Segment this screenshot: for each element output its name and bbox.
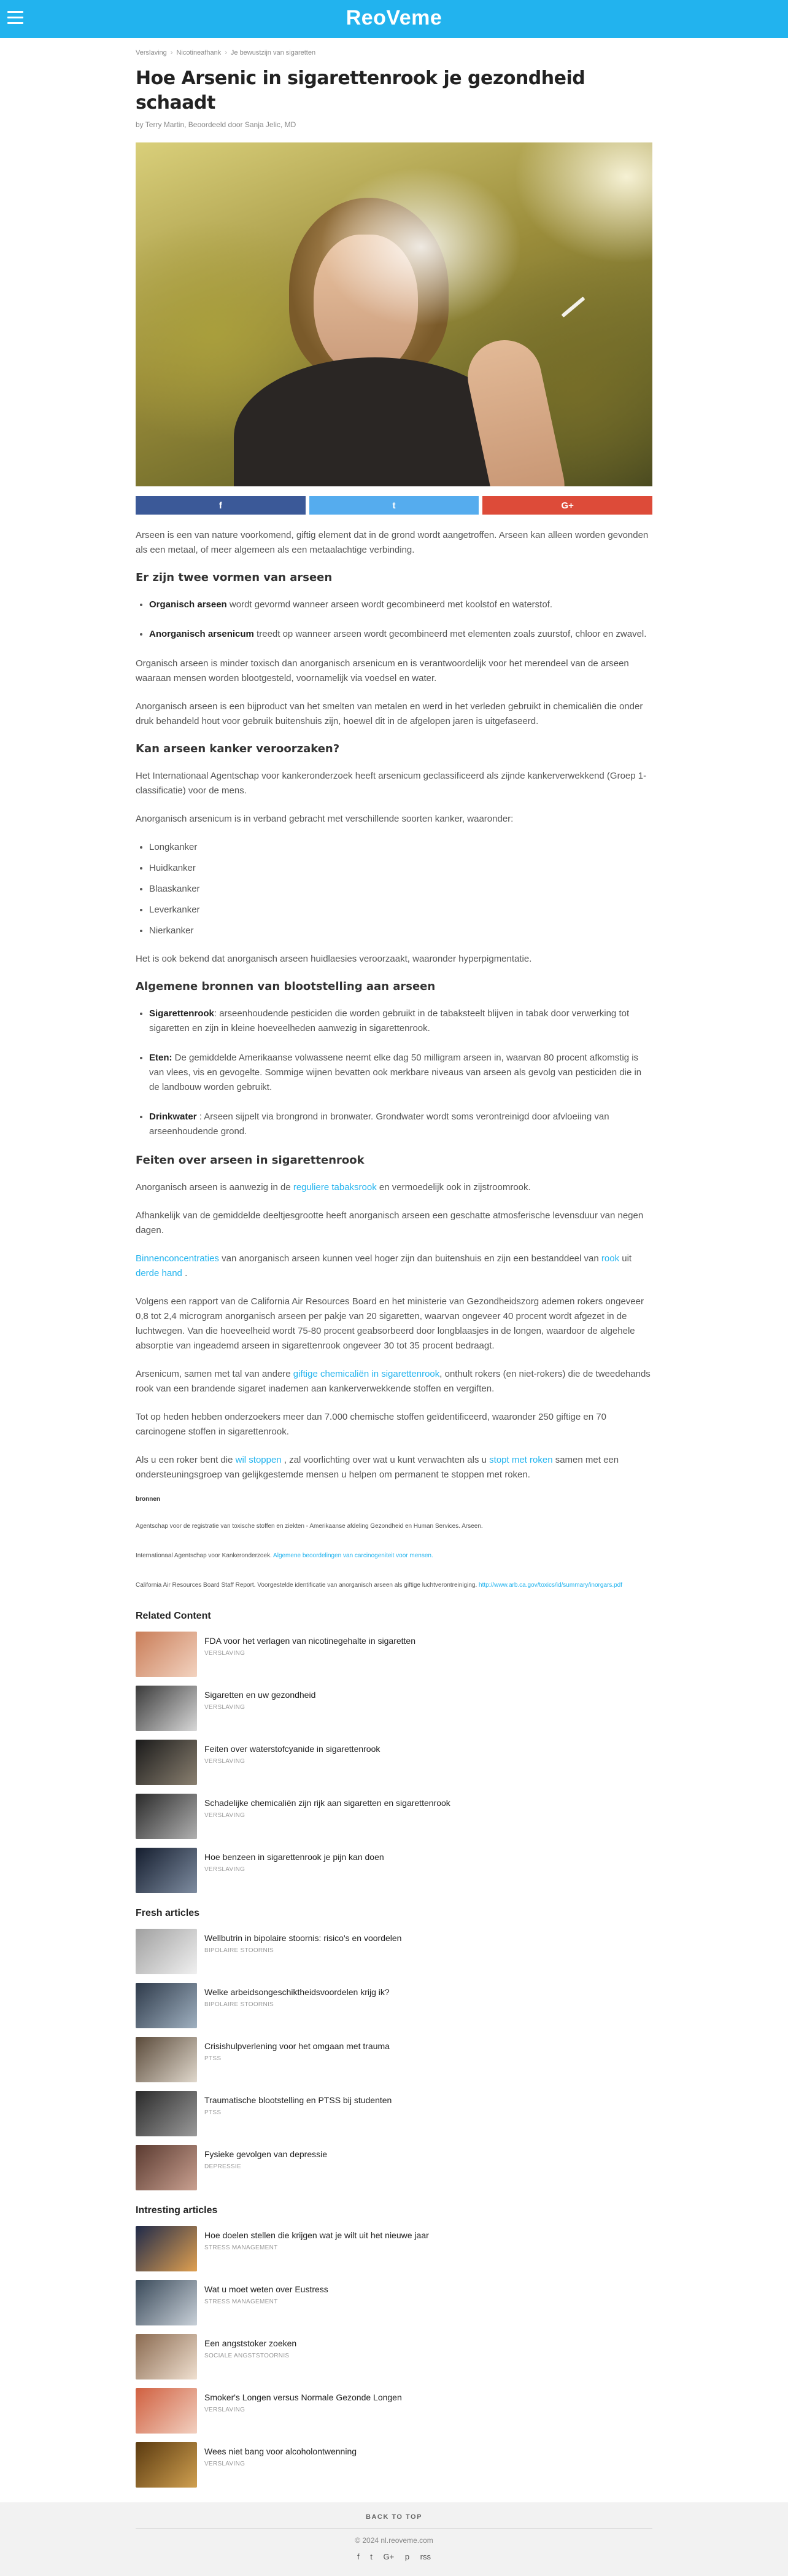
- google-plus-icon[interactable]: G+: [383, 2552, 395, 2561]
- twitter-icon[interactable]: t: [370, 2552, 373, 2561]
- hero-cigarette-shape: [561, 297, 585, 317]
- article-card[interactable]: [136, 2226, 652, 2271]
- article-card-category: VERSLAVING: [204, 2461, 245, 2467]
- article-card-title[interactable]: FDA voor het verlagen van nicotinegehalte in sigaretten: [204, 1636, 415, 1646]
- article-card-text: [204, 1848, 384, 1893]
- article-card-title[interactable]: Feiten over waterstofcyanide in sigarettenrook: [204, 1744, 380, 1754]
- related-content-title: Related Content: [136, 1611, 211, 1621]
- article-card[interactable]: [136, 2280, 652, 2325]
- article-card-category: BIPOLAIRE STOORNIS: [204, 1947, 274, 1954]
- article-card-title[interactable]: Hoe benzeen in sigarettenrook je pijn kan doen: [204, 1852, 384, 1862]
- article-card[interactable]: [136, 2091, 652, 2136]
- article-card-category: VERSLAVING: [204, 2407, 245, 2413]
- fresh-articles-title: Fresh articles: [136, 1908, 200, 1918]
- back-to-top-link[interactable]: BACK TO TOP: [366, 2513, 422, 2521]
- inline-link[interactable]: Binnenconcentraties: [136, 1253, 219, 1264]
- article-thumbnail[interactable]: [136, 2280, 197, 2325]
- paragraph: Het Internationaal Agentschap voor kankeronderzoek heeft arsenicum geclassificeerd als zijnde kankerverwekkend (Groep 1-classificatie) voor de mens.: [136, 771, 647, 796]
- article-thumbnail[interactable]: [136, 2334, 197, 2379]
- article-thumbnail[interactable]: [136, 1740, 197, 1785]
- sources-title: bronnen: [136, 1496, 160, 1503]
- article-card-text: [204, 2280, 328, 2325]
- text: Als u een roker bent die: [136, 1455, 236, 1465]
- inline-link[interactable]: reguliere tabaksrook: [293, 1182, 377, 1193]
- article-card-text: [204, 2388, 402, 2434]
- facebook-icon: f: [218, 500, 222, 511]
- article-card-title[interactable]: Crisishulpverlening voor het omgaan met trauma: [204, 2041, 390, 2051]
- article-thumbnail[interactable]: [136, 1686, 197, 1731]
- source-text: California Air Resources Board Staff Report. Voorgestelde identificatie van anorganisch arseen als giftige luchtverontreiniging.: [136, 1582, 479, 1589]
- article-card-category: DEPRESSIE: [204, 2163, 241, 2170]
- list-item: • Leverkanker: [149, 903, 652, 917]
- list-item: [149, 1110, 652, 1139]
- article-card-text: [204, 2145, 327, 2190]
- source-link[interactable]: Algemene beoordelingen van carcinogeniteit voor mensen.: [273, 1552, 433, 1559]
- article-card-category: STRESS MANAGEMENT: [204, 2244, 278, 2251]
- breadcrumb-item[interactable]: Nicotineafhank: [176, 49, 222, 56]
- article-card-category: VERSLAVING: [204, 1866, 245, 1873]
- article-thumbnail[interactable]: [136, 1794, 197, 1839]
- section-heading: Kan arseen kanker veroorzaken?: [136, 742, 340, 755]
- article-card-category: VERSLAVING: [204, 1758, 245, 1765]
- article-thumbnail[interactable]: [136, 1983, 197, 2028]
- article-thumbnail[interactable]: [136, 1929, 197, 1974]
- footer-social-links: [0, 2552, 788, 2561]
- article-card[interactable]: [136, 1848, 652, 1893]
- article-card-title[interactable]: Fysieke gevolgen van depressie: [204, 2149, 328, 2159]
- breadcrumb-separator: ›: [225, 49, 227, 56]
- article-card[interactable]: [136, 1929, 652, 1974]
- paragraph: Anorganisch arsenicum is in verband gebracht met verschillende soorten kanker, waaronder:: [136, 814, 514, 824]
- article-card[interactable]: [136, 1983, 652, 2028]
- article-card-title[interactable]: Schadelijke chemicaliën zijn rijk aan sigaretten en sigarettenrook: [204, 1798, 450, 1808]
- text: Anorganisch arseen is aanwezig in de: [136, 1182, 293, 1193]
- article-thumbnail[interactable]: [136, 2091, 197, 2136]
- article-thumbnail[interactable]: [136, 1632, 197, 1677]
- article-card-category: SOCIALE ANGSTSTOORNIS: [204, 2352, 290, 2359]
- breadcrumb: [136, 49, 652, 59]
- section-heading: Algemene bronnen van blootstelling aan arseen: [136, 980, 436, 993]
- article-container: [136, 38, 652, 2488]
- list-item: • Huidkanker: [149, 861, 652, 876]
- article-thumbnail[interactable]: [136, 2037, 197, 2082]
- article-card[interactable]: [136, 2145, 652, 2190]
- inline-link[interactable]: rook: [601, 1253, 620, 1264]
- list-item: • Blaaskanker: [149, 882, 652, 897]
- article-card-text: [204, 2037, 390, 2082]
- article-card-category: VERSLAVING: [204, 1704, 245, 1711]
- list-item-text: treedt op wanneer arseen wordt gecombineerd met elementen zoals zuurstof, chloor en zwavel.: [253, 629, 647, 639]
- article-byline: by Terry Martin, Beoordeeld door Sanja Jelic, MD: [136, 120, 296, 129]
- section-heading: Er zijn twee vormen van arseen: [136, 571, 333, 584]
- article-thumbnail[interactable]: [136, 2442, 197, 2488]
- text: uit: [619, 1253, 632, 1264]
- cancer-list: [149, 840, 652, 938]
- inline-link[interactable]: derde hand: [136, 1268, 182, 1278]
- list-item-text: : arseenhoudende pesticiden die worden gebruikt in de tabaksteelt blijven in tabak door verwerking tot sigaretten en zijn in kleine hoeveelheden aanwezig in sigarettenrook.: [149, 1008, 630, 1033]
- paragraph: Tot op heden hebben onderzoekers meer dan 7.000 chemische stoffen geïdentificeerd, waaronder 250 giftige en 70 carcinogene stoffen in sigarettenrook.: [136, 1412, 606, 1437]
- bold-label: Organisch arseen: [149, 599, 227, 610]
- inline-link[interactable]: wil stoppen: [235, 1455, 282, 1465]
- text: Arsenicum, samen met tal van andere: [136, 1369, 293, 1379]
- article-card-text: [204, 1929, 401, 1974]
- list-item-text: : Arseen sijpelt via brongrond in bronwater. Grondwater wordt soms verontreinigd door afvloeiing van arseenhoudende grond.: [149, 1111, 609, 1137]
- list-item: [149, 1051, 652, 1095]
- rss-icon[interactable]: rss: [420, 2552, 431, 2561]
- text: , zal voorlichting over wat u kunt verwachten als u: [281, 1455, 490, 1465]
- paragraph: Anorganisch arseen is een bijproduct van het smelten van metalen en werd in het verleden gebruikt in chemicaliën die onder druk behandeld hout voor gebruik buitenshuis zijn, hoewel dit in de afgelopen jaren is uitgefaseerd.: [136, 701, 643, 726]
- article-card-title[interactable]: Sigaretten en uw gezondheid: [204, 1690, 316, 1700]
- footer-divider: [136, 2528, 652, 2529]
- list-item: • Nierkanker: [149, 924, 652, 938]
- related-content-list: [136, 1632, 652, 1893]
- paragraph: Het is ook bekend dat anorganisch arseen huidlaesies veroorzaakt, waaronder hyperpigmentatie.: [136, 954, 532, 964]
- article-card-title[interactable]: Welke arbeidsongeschiktheidsvoordelen krijg ik?: [204, 1987, 390, 1997]
- article-thumbnail[interactable]: [136, 1848, 197, 1893]
- article-thumbnail[interactable]: [136, 2388, 197, 2434]
- intresting-articles-title: Intresting articles: [136, 2205, 218, 2216]
- article-card[interactable]: [136, 1740, 652, 1785]
- bold-label: Eten:: [149, 1053, 172, 1063]
- google-plus-share-button[interactable]: [482, 496, 652, 515]
- breadcrumb-item[interactable]: Verslaving: [136, 49, 167, 56]
- article-card-category: STRESS MANAGEMENT: [204, 2298, 278, 2305]
- article-thumbnail[interactable]: [136, 2226, 197, 2271]
- article-card-category: BIPOLAIRE STOORNIS: [204, 2001, 274, 2008]
- article-card-category: PTSS: [204, 2109, 222, 2116]
- paragraph: Afhankelijk van de gemiddelde deeltjesgrootte heeft anorganisch arseen een geschatte atmosferische levensduur van negen dagen.: [136, 1210, 644, 1235]
- article-card-text: [204, 2334, 296, 2379]
- article-card[interactable]: [136, 1632, 652, 1677]
- list-item: [149, 627, 652, 642]
- facebook-icon[interactable]: f: [357, 2552, 360, 2561]
- text: .: [182, 1268, 188, 1278]
- breadcrumb-separator: ›: [170, 49, 173, 56]
- article-card-text: [204, 2091, 392, 2136]
- text: samen met een ondersteuningsgroep van gelijkgestemde mensen u helpen om permanent te stoppen met roken.: [136, 1455, 619, 1480]
- bold-label: Anorganisch arsenicum: [149, 629, 254, 639]
- article-card-title[interactable]: Wellbutrin in bipolaire stoornis: risico's en voordelen: [204, 1933, 402, 1943]
- twitter-icon: t: [392, 500, 396, 511]
- article-card-title[interactable]: Wees niet bang voor alcoholontwenning: [204, 2446, 357, 2456]
- bullet-list: [149, 597, 652, 642]
- bold-label: Sigarettenrook: [149, 1008, 214, 1019]
- top-bar: [0, 0, 788, 38]
- google-plus-icon: G+: [561, 500, 574, 511]
- article-card-text: [204, 1686, 315, 1731]
- source-link[interactable]: http://www.arb.ca.gov/toxics/id/summary/inorgars.pdf: [479, 1582, 623, 1589]
- paragraph: Volgens een rapport van de California Air Resources Board en het ministerie van Gezondheidszorg ademen rokers ongeveer 0,8 tot 2,4 microgram anorganisch arseen per pakje van 20 sigaretten, waarvan ongeveer 40 procent wordt afgezet in de luchtwegen. Van die hoeveelheid wordt 75-80 procent geabsorbeerd door longblaasjes in de longen, waardoor de algehele absorptie van ingeademd arseen in sigarettenrook ongeveer 30 tot 35 procent bedraagt.: [136, 1296, 644, 1351]
- site-logo[interactable]: ReoVeme: [346, 6, 442, 29]
- section-heading: Feiten over arseen in sigarettenrook: [136, 1154, 365, 1167]
- article-card[interactable]: [136, 2388, 652, 2434]
- article-card[interactable]: [136, 2037, 652, 2082]
- article-card[interactable]: [136, 1686, 652, 1731]
- article-card-category: VERSLAVING: [204, 1812, 245, 1819]
- article-card[interactable]: [136, 2442, 652, 2488]
- article-thumbnail[interactable]: [136, 2145, 197, 2190]
- fresh-articles-list: [136, 1929, 652, 2190]
- paragraph: [136, 1453, 652, 1482]
- copyright: © 2024 nl.reoveme.com: [355, 2536, 433, 2545]
- inline-link[interactable]: giftige chemicaliën in sigarettenrook: [293, 1369, 440, 1379]
- hero-smoke-shape: [320, 167, 522, 327]
- article-title: Hoe Arsenic in sigarettenrook je gezondheid schaadt: [136, 68, 585, 114]
- article-card[interactable]: [136, 1794, 652, 1839]
- paragraph: [136, 1251, 652, 1281]
- facebook-share-button[interactable]: [136, 496, 306, 515]
- article-card-category: VERSLAVING: [204, 1650, 245, 1657]
- article-card[interactable]: [136, 2334, 652, 2379]
- article-card-title[interactable]: Een angststoker zoeken: [204, 2338, 297, 2348]
- article-card-title[interactable]: Traumatische blootstelling en PTSS bij studenten: [204, 2095, 392, 2105]
- article-card-title[interactable]: Hoe doelen stellen die krijgen wat je wilt uit het nieuwe jaar: [204, 2230, 429, 2240]
- article-body: [136, 528, 652, 1482]
- twitter-share-button[interactable]: [309, 496, 479, 515]
- paragraph: [136, 1367, 652, 1396]
- breadcrumb-item[interactable]: Je bewustzijn van sigaretten: [230, 49, 316, 56]
- list-item-text: De gemiddelde Amerikaanse volwassene neemt elke dag 50 milligram arseen in, waarvan 80 procent afkomstig is van vlees, vis en gevogelte. Sommige wijnen bevatten ook merkbare niveaus van arseen als gevolg van pesticiden die in de landbouw worden gebruikt.: [149, 1053, 642, 1092]
- article-card-category: PTSS: [204, 2055, 222, 2062]
- article-card-text: [204, 2442, 357, 2488]
- article-card-text: [204, 1983, 390, 2028]
- bullet-list: [149, 1006, 652, 1139]
- source-item: Agentschap voor de registratie van toxische stoffen en ziekten - Amerikaanse afdeling Gezondheid en Human Services. Arseen.: [136, 1523, 483, 1530]
- article-card-text: [204, 1740, 380, 1785]
- footer: [0, 2502, 788, 2576]
- text: , onthult rokers (en niet-rokers) die de tweedehands rook van een brandende sigaret inademen aan kankerverwekkende stoffen en vergiften.: [136, 1369, 651, 1394]
- intresting-articles-list: [136, 2226, 652, 2488]
- text: van anorganisch arseen kunnen veel hoger zijn dan buitenshuis en zijn een bestanddeel van: [218, 1253, 601, 1264]
- paragraph: Organisch arseen is minder toxisch dan anorganisch arsenicum en is verantwoordelijk voor het merendeel van de arseen waaraan mensen worden blootgesteld, voornamelijk via voedsel en water.: [136, 658, 629, 683]
- list-item-text: wordt gevormd wanneer arseen wordt gecombineerd met koolstof en waterstof.: [226, 599, 553, 610]
- source-item: [136, 1581, 652, 1590]
- source-text: Internationaal Agentschap voor Kankeronderzoek.: [136, 1552, 274, 1559]
- pinterest-icon[interactable]: p: [404, 2552, 410, 2561]
- hero-image-woman-smoking: [136, 142, 652, 486]
- article-card-title[interactable]: Smoker's Longen versus Normale Gezonde Longen: [204, 2392, 402, 2402]
- article-card-title[interactable]: Wat u moet weten over Eustress: [204, 2284, 328, 2294]
- source-item: [136, 1552, 652, 1560]
- bold-label: Drinkwater: [149, 1111, 197, 1122]
- article-card-text: [204, 2226, 429, 2271]
- list-item: • Longkanker: [149, 840, 652, 855]
- text: en vermoedelijk ook in zijstroomrook.: [376, 1182, 531, 1193]
- share-bar: [136, 496, 652, 515]
- article-card-text: [204, 1794, 450, 1839]
- list-item: [149, 1006, 652, 1036]
- article-card-text: [204, 1632, 415, 1677]
- list-item: [149, 597, 652, 612]
- paragraph: Arseen is een van nature voorkomend, giftig element dat in de grond wordt aangetroffen. Arseen kan alleen worden gevonden als een metaal, of meer algemeen als een metaalachtige verbinding.: [136, 530, 649, 555]
- inline-link[interactable]: stopt met roken: [489, 1455, 553, 1465]
- paragraph: [136, 1180, 652, 1195]
